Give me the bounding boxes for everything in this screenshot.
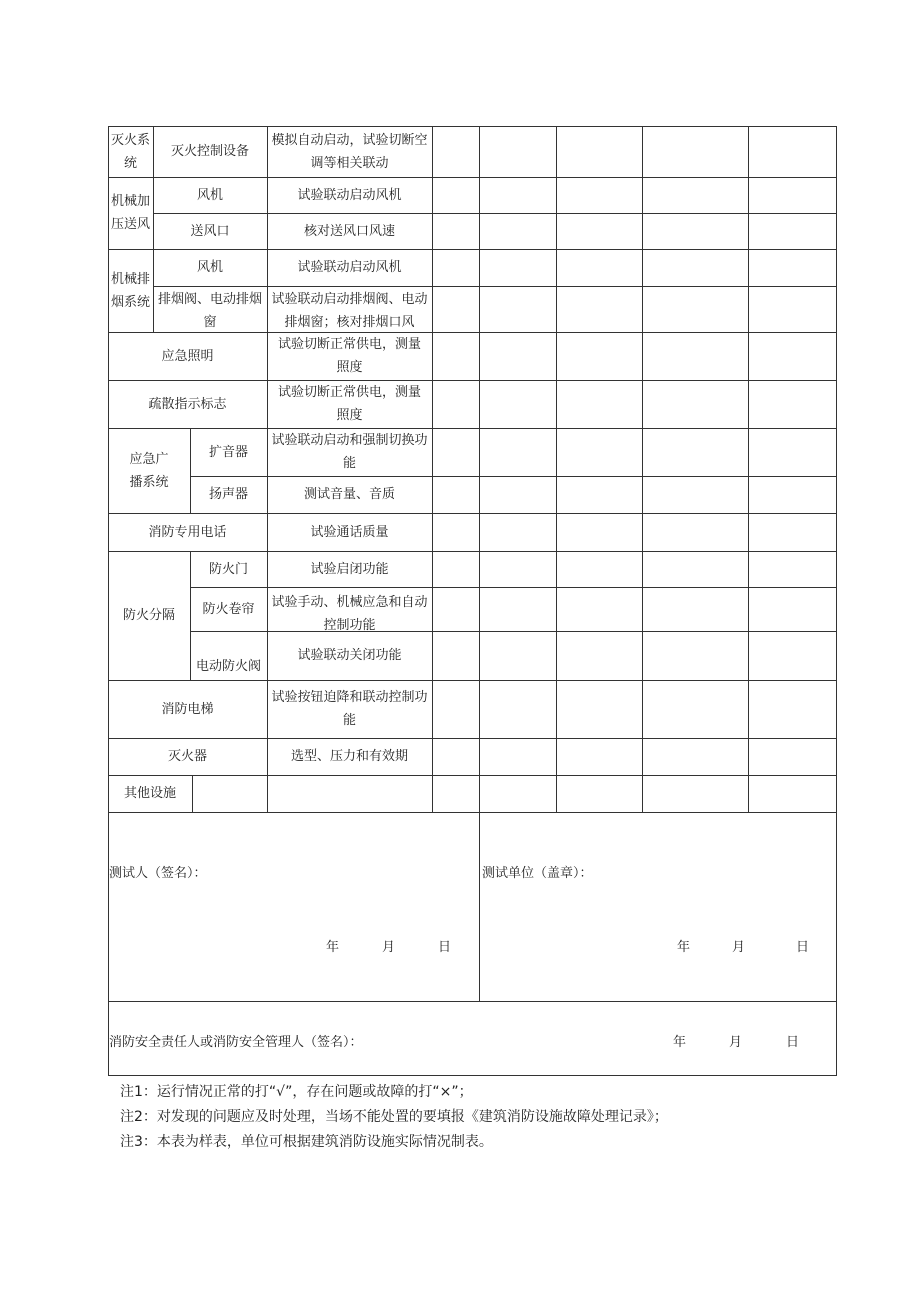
row-test-fire-shutter: 试验手动、机械应急和自动控制功能 <box>271 595 428 631</box>
row-item-fire-phone: 消防专用电话 <box>148 524 227 540</box>
tester-signature-label: 测试人（签名）： <box>109 866 207 881</box>
row-group-fire-separation: 防火分隔 <box>122 608 175 623</box>
row-group-pressurization: 机械加压送风 <box>110 194 150 232</box>
note-3: 注3：本表为样表，单位可根据建筑消防设施实际情况制表。 <box>120 1134 493 1150</box>
row-item-smoke-exhaust-fan: 风机 <box>196 260 223 275</box>
row-item-extinguisher: 灭火器 <box>167 749 207 764</box>
unit-month-label: 月 <box>732 940 746 955</box>
row-item-fire-elevator: 消防电梯 <box>161 701 214 717</box>
row-test-fire-phone: 试验通话质量 <box>310 524 389 540</box>
responsible-month-label: 月 <box>729 1035 743 1050</box>
row-test-smoke-exhaust-fan: 试验联动启动风机 <box>297 260 402 275</box>
row-item-smoke-valve: 排烟阀、电动排烟窗 <box>157 292 262 330</box>
tester-day-label: 日 <box>438 940 452 955</box>
row-test-speaker: 测试音量、音质 <box>303 487 395 502</box>
row-item-evacuation-signs: 疏散指示标志 <box>148 396 227 412</box>
tester-month-label: 月 <box>382 940 396 955</box>
responsible-year-label: 年 <box>673 1035 687 1050</box>
row-group-emergency-broadcast: 应急广播系统 <box>129 451 169 490</box>
row-item-electric-fire-damper: 电动防火阀 <box>195 659 261 674</box>
row-group-smoke-exhaust: 机械排烟系统 <box>110 271 150 310</box>
row-test-smoke-valve: 试验联动启动排烟阀、电动排烟窗；核对排烟口风 <box>271 292 428 330</box>
unit-day-label: 日 <box>796 940 810 955</box>
note-1: 注1：运行情况正常的打“√”，存在问题或故障的打“×”； <box>120 1084 473 1100</box>
row-item-amplifier: 扩音器 <box>208 444 248 460</box>
row-item-emergency-lighting: 应急照明 <box>161 348 214 364</box>
row-test-emergency-lighting: 试验切断正常供电，测量照度 <box>277 337 421 375</box>
responsible-signature-label: 消防安全责任人或消防安全管理人（签名）： <box>109 1035 363 1050</box>
unit-year-label: 年 <box>677 940 691 955</box>
row-test-amplifier: 试验联动启动和强制切换功能 <box>271 433 428 471</box>
inspection-form <box>108 126 837 1076</box>
row-test-air-supply-vent: 核对送风口风速 <box>303 223 395 239</box>
row-test-fire-control: 模拟自动启动，试验切断空调等相关联动 <box>271 132 428 171</box>
row-item-fire-shutter: 防火卷帘 <box>202 601 255 617</box>
tester-year-label: 年 <box>326 940 340 955</box>
row-item-pressurization-fan: 风机 <box>196 187 223 203</box>
row-group-fire-suppression: 灭火系统 <box>110 132 150 171</box>
row-test-electric-fire-damper: 试验联动关闭功能 <box>297 648 402 663</box>
row-test-extinguisher: 选型、压力和有效期 <box>290 749 408 764</box>
row-test-fire-elevator: 试验按钮迫降和联动控制功能 <box>271 690 428 728</box>
note-2: 注2：对发现的问题应及时处理，当场不能处置的要填报《建筑消防设施故障处理记录》； <box>120 1109 668 1125</box>
row-item-speaker: 扬声器 <box>208 487 248 502</box>
row-test-fire-door: 试验启闭功能 <box>310 561 389 577</box>
row-item-fire-control-equipment: 灭火控制设备 <box>170 144 249 159</box>
unit-stamp-label: 测试单位（盖章）： <box>482 866 593 881</box>
row-test-evacuation-signs: 试验切断正常供电，测量照度 <box>277 385 421 423</box>
row-test-pressurization-fan: 试验联动启动风机 <box>297 187 402 203</box>
row-item-fire-door: 防火门 <box>208 561 248 577</box>
row-item-air-supply-vent: 送风口 <box>190 223 230 239</box>
row-item-other-facilities: 其他设施 <box>123 786 176 801</box>
responsible-day-label: 日 <box>786 1035 800 1050</box>
